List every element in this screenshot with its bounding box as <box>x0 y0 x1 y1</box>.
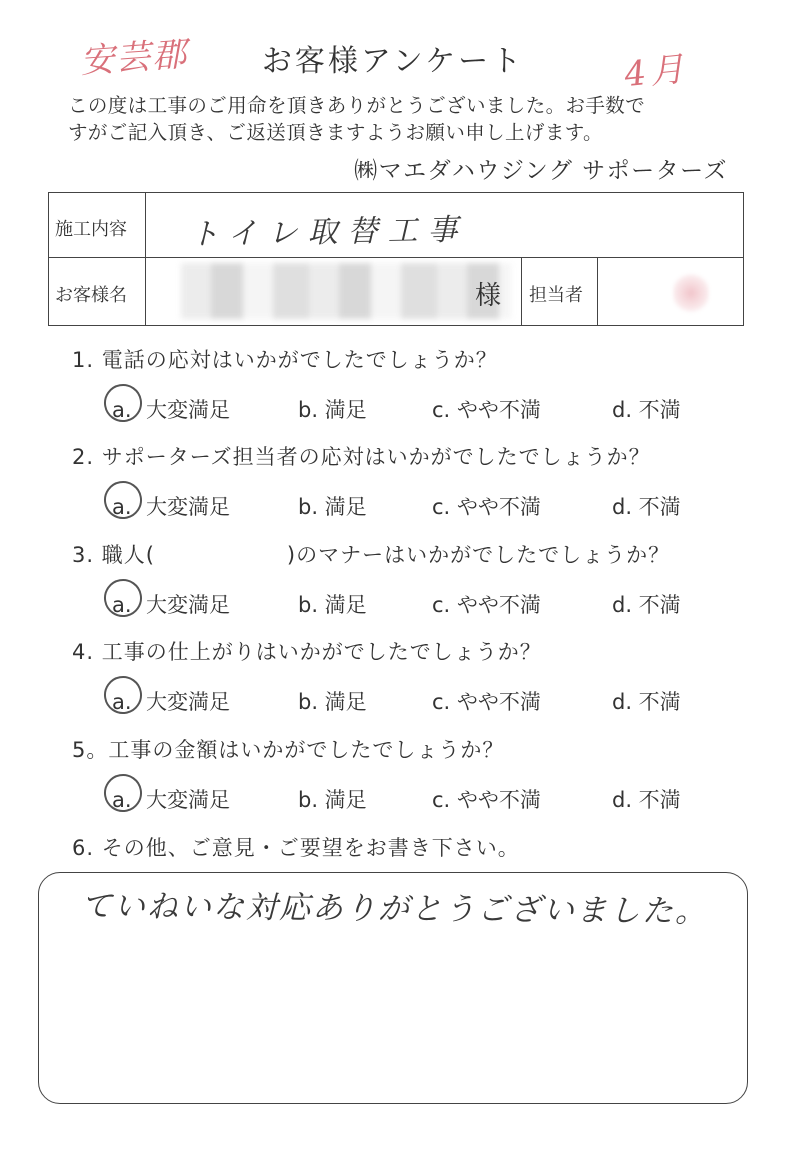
option-a-key: a. <box>112 690 132 714</box>
work-content-value[interactable]: トイレ取替工事 <box>188 212 468 253</box>
option-c[interactable]: c. やや不満 <box>432 593 541 617</box>
option-a-key: a. <box>112 398 132 422</box>
area-handwritten: 安芸郡 <box>78 34 190 82</box>
question-3: 3. 職人( )のマナーはいかがでしたでしょうか？ <box>72 543 671 567</box>
question-4: 4. 工事の仕上がりはいかがでしたでしょうか？ <box>72 640 542 664</box>
survey-title: お客様アンケート <box>261 44 525 79</box>
option-b[interactable]: b. 満足 <box>298 495 367 519</box>
intro-line-2: すがご記入頂き、ご返送頂きますようお願い申し上げます。 <box>68 121 603 144</box>
customer-suffix: 様 <box>475 281 502 311</box>
customer-name-redacted[interactable] <box>181 263 511 319</box>
table-divider <box>49 257 743 258</box>
intro-line-1: この度は工事のご用命を頂きありがとうございました。お手数で <box>68 94 646 117</box>
option-a[interactable] <box>112 589 230 619</box>
table-divider <box>521 257 522 325</box>
option-a-label: 大変満足 <box>146 593 230 617</box>
option-b[interactable]: b. 満足 <box>298 690 367 714</box>
staff-label: 担当者 <box>529 285 583 306</box>
option-d[interactable]: d. 不満 <box>612 398 681 422</box>
option-c[interactable]: c. やや不満 <box>432 398 541 422</box>
option-a[interactable] <box>112 784 230 814</box>
option-c[interactable]: c. やや不満 <box>432 788 541 812</box>
comment-handwritten: ていねいな対応ありがとうございました。 <box>80 888 709 930</box>
option-a-label: 大変満足 <box>146 495 230 519</box>
option-d[interactable]: d. 不満 <box>612 593 681 617</box>
option-a-label: 大変満足 <box>146 788 230 812</box>
question-1: 1. 電話の応対はいかがでしたでしょうか？ <box>72 348 498 372</box>
option-a-label: 大変満足 <box>146 690 230 714</box>
option-a[interactable] <box>112 394 230 424</box>
option-c[interactable]: c. やや不満 <box>432 495 541 519</box>
month-handwritten: 4月 <box>622 48 690 96</box>
staff-seal[interactable] <box>673 273 709 313</box>
option-a[interactable] <box>112 686 230 716</box>
option-d[interactable]: d. 不満 <box>612 788 681 812</box>
info-table <box>48 192 744 326</box>
option-b[interactable]: b. 満足 <box>298 398 367 422</box>
option-a-label: 大変満足 <box>146 398 230 422</box>
option-c[interactable]: c. やや不満 <box>432 690 541 714</box>
question-5: 5。工事の金額はいかがでしたでしょうか？ <box>72 738 505 762</box>
customer-label: お客様名 <box>55 285 127 306</box>
option-a-key: a. <box>112 788 132 812</box>
option-b[interactable]: b. 満足 <box>298 593 367 617</box>
table-divider <box>145 193 146 325</box>
option-a-key: a. <box>112 495 132 519</box>
option-b[interactable]: b. 満足 <box>298 788 367 812</box>
work-label: 施工内容 <box>55 219 127 240</box>
company-name: ㈱マエダハウジング サポーターズ <box>354 158 728 184</box>
option-a[interactable] <box>112 491 230 521</box>
question-2: 2. サポーターズ担当者の応対はいかがでしたでしょうか？ <box>72 445 651 469</box>
comment-box[interactable] <box>38 872 748 1104</box>
option-a-key: a. <box>112 593 132 617</box>
table-divider <box>597 257 598 325</box>
option-d[interactable]: d. 不満 <box>612 690 681 714</box>
question-6: 6. その他、ご意見・ご要望をお書き下さい。 <box>72 836 520 860</box>
option-d[interactable]: d. 不満 <box>612 495 681 519</box>
